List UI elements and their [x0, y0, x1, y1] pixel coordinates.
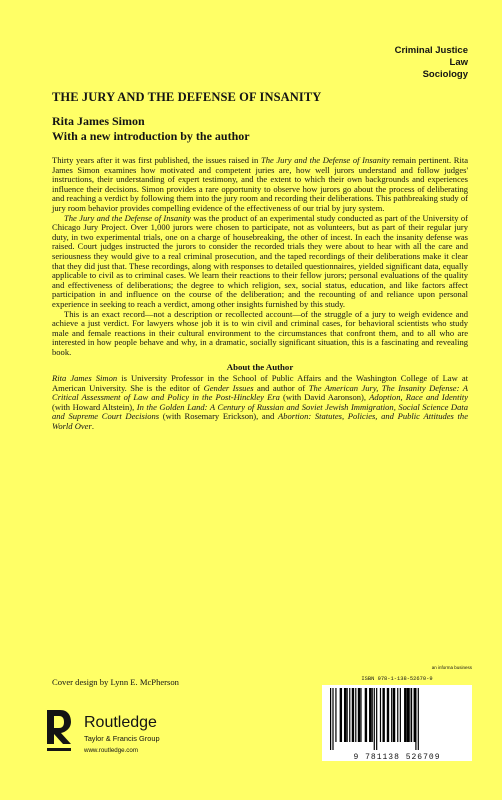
subject-criminal-justice: Criminal Justice — [394, 45, 468, 56]
blurb-paragraph-2: The Jury and the Defense of Insanity was the product of an experimental study conducted as part of the University of Chicago Jury Project. Over 1,000 jurors were chosen to participate, not as volunteers, but as part of their regular jury duty, in two experimental trials, one on a charge of housebreaking, the other of incest. In each the insanity defense was raised. Court judges instructed the jurors to consider the recorded trials they were about to hear with all the care and seriousness they would give to a real criminal prosecution, and the taped recordings of their deliberations make it clear that they did just that. These recordings, along with responses to detailed questionnaires, yielded significant data, equally applicable to civil as to criminal cases. We learn their reactions to their fellow jurors; personal evaluations of the quality and effectiveness of deliberations; the degree to which religion, sex, social status, education, and like factors affect participation in and influence on the course of the deliberation; and the recounting of and reliance upon personal experience in seeking to reach a verdict, among other insights furnished by this study. — [52, 212, 468, 309]
blurb-paragraph-3: This is an exact record—not a description or recollected account—of the struggle of a jury to weigh evidence and achieve a just verdict. For lawyers whose job it is to win civil and criminal cases, for behavioral scientists who study male and female reactions in their cultural environment to the circumstances that confront them, and to all who are interested in how people behave and why, in a dramatic, socially significant situation, this is a fascinating and revealing book. — [52, 308, 468, 357]
barcode-tagline: an informa business — [431, 665, 472, 670]
publisher-group: Taylor & Francis Group — [84, 734, 160, 743]
subject-law: Law — [449, 57, 468, 68]
cover-design-credit: Cover design by Lynn E. McPherson — [52, 677, 179, 687]
barcode-bars — [322, 685, 472, 761]
intro-note: With a new introduction by the author — [52, 129, 250, 143]
subject-sociology: Sociology — [422, 69, 468, 80]
routledge-r-logo-icon — [44, 708, 74, 762]
blurb-paragraph-1: Thirty years after it was first published, the issues raised in The Jury and the Defense of Insanity remain pertinent. Rita James Simon examines how motivated and competent juries are, how well jurors understand and follow judges' instructions, their understanding of expert testimony, and the extent to which their own backgrounds and experiences influence their decisions. Simon provides a rare opportunity to observe how jurors go about the process of deliberating and reaching a verdict by following them into the jury room and recording their deliberations. This pathbreaking study of jury room behavior provides compelling evidence of the effectiveness of our trial by jury system. — [52, 155, 468, 213]
barcode-icon — [328, 688, 466, 750]
book-title: THE JURY AND THE DEFENSE OF INSANITY — [52, 90, 322, 104]
isbn-barcode — [322, 665, 472, 771]
book-author: Rita James Simon — [52, 114, 145, 128]
publisher-name: Routledge — [84, 714, 157, 731]
publisher-url: www.routledge.com — [84, 747, 138, 754]
isbn-number: ISBN 978-1-138-52670-9 — [361, 676, 433, 682]
subject-categories — [395, 45, 468, 81]
blurb-body — [52, 156, 468, 432]
barcode-digits: 9 781138 526709 — [353, 753, 441, 762]
about-author-heading: About the Author — [226, 362, 294, 373]
about-author-text: Rita James Simon is University Professor in the School of Public Affairs and the Washington College of Law at American University. She is the editor of Gender Issues and author of The American Jury, The Insanity Defense: A Critical Assessment of Law and Policy in the Post-Hinckley Era (with David Aaronson), Adoption, Race and Identity (with Howard Altstein), In the Golden Land: A Century of Russian and Soviet Jewish Immigration, Social Science Data and Supreme Court Decisions (with Rosemary Erickson), and Abortion: Statutes, Policies, and Public Attitudes the World Over. — [52, 373, 469, 432]
